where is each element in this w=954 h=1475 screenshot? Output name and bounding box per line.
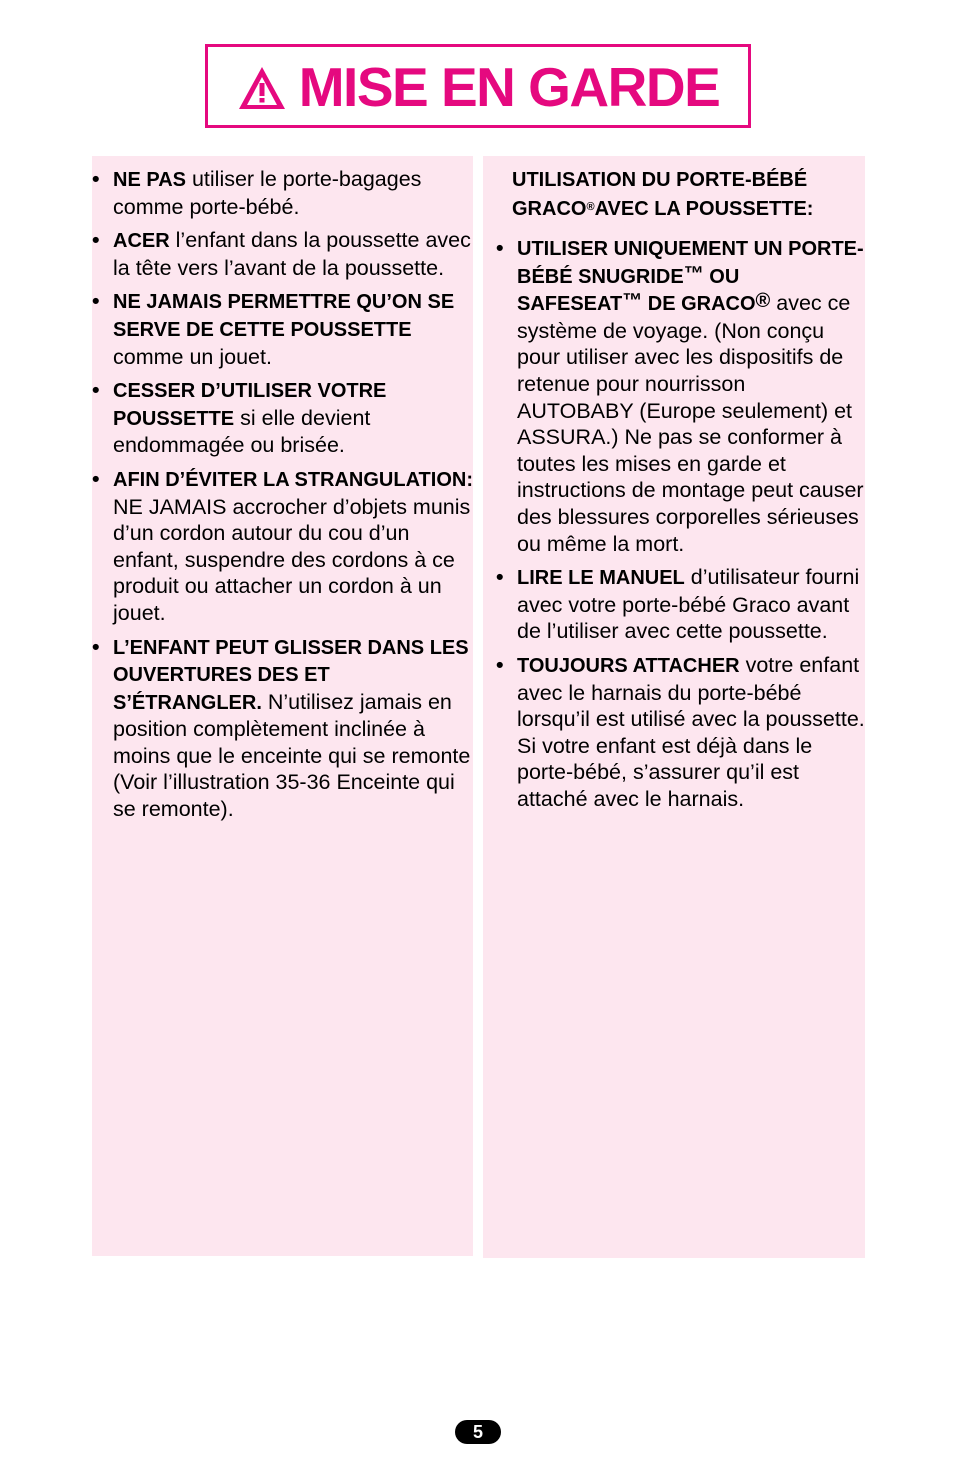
- list-item: [92, 227, 473, 281]
- trademark-mark: ™: [683, 262, 704, 285]
- right-column: [483, 156, 865, 1258]
- item-bold: NE PAS: [113, 169, 186, 191]
- bullet: •: [92, 378, 100, 403]
- item-bold: L’ENFANT PEUT GLISSER DANS LES OUVERTURES DES ET S’ÉTRANGLER.: [113, 636, 469, 714]
- list-item: [92, 377, 473, 459]
- list-item: [92, 166, 473, 220]
- list-item: [496, 235, 865, 557]
- item-bold: AFIN D’ÉVITER LA STRANGULATION:: [113, 468, 473, 491]
- list-item: [92, 634, 473, 823]
- item-text: comme un jouet.: [113, 344, 272, 369]
- item-text: avec ce système de voyage. (Non conçu pour utiliser avec les dispositifs de retenue pour nourrisson AUTOBABY (Europe seulement) et ASSURA.) Ne pas se conformer à toutes les mises en garde et instructions de montage peut causer des blessures corporelles sérieuses ou même la mort.: [517, 291, 864, 556]
- right-warning-list: [483, 235, 865, 812]
- section-heading: [512, 166, 865, 223]
- item-bold: CESSER D’UTILISER VOTRE POUSSETTE: [113, 380, 387, 430]
- list-item: [92, 288, 473, 370]
- list-item: [92, 466, 473, 627]
- item-bold: LIRE LE MANUEL: [517, 567, 685, 590]
- item-text: d’utilisateur fourni avec votre porte-bébé Graco avant de l’utiliser avec cette poussette.: [517, 565, 860, 644]
- item-bold: OU SAFESEAT: [517, 265, 740, 316]
- item-bold: DE GRACO: [642, 293, 756, 316]
- bullet: •: [496, 565, 504, 590]
- bullet: •: [496, 236, 504, 260]
- left-column: [92, 156, 473, 1256]
- item-bold: TOUJOURS ATTACHER: [517, 654, 740, 677]
- list-item: [496, 564, 865, 645]
- item-text: N’utilisez jamais en position complètement inclinée à moins que le enceinte qui se remonte (Voir l’illustration 35-36 Enceinte qui se remonte).: [113, 689, 471, 822]
- heading-text: AVEC LA POUSSETTE:: [594, 197, 814, 220]
- warning-header: [205, 44, 751, 128]
- bullet: •: [92, 634, 100, 659]
- item-text: si elle devient endommagée ou brisée.: [113, 405, 371, 458]
- trademark-mark: ™: [622, 290, 643, 313]
- heading-text: UTILISATION DU PORTE-BÉBÉ GRACO: [512, 169, 808, 220]
- left-warning-list: [92, 166, 473, 823]
- item-bold: ACER: [113, 230, 170, 253]
- item-text: utiliser le porte-bagages comme porte-bébé.: [113, 167, 422, 219]
- bullet: •: [92, 167, 100, 191]
- page-number: 5: [455, 1420, 501, 1444]
- header-title: MISE EN GARDE: [298, 55, 720, 118]
- bullet: •: [92, 466, 100, 491]
- bullet: •: [92, 289, 100, 314]
- list-item: [496, 652, 865, 813]
- item-text: votre enfant avec le harnais du porte-bébé lorsqu’il est utilisé avec la poussette. Si votre enfant est déjà dans le porte-bébé, s’assurer qu’il est attaché avec le harnais.: [517, 652, 865, 811]
- registered-mark: ®: [755, 290, 771, 313]
- item-text: NE JAMAIS accrocher d’objets munis d’un cordon autour du cou d’un enfant, suspendre des cordons à ce produit ou attacher un cordon à un jouet.: [113, 494, 471, 625]
- warning-triangle-icon: [237, 65, 287, 111]
- item-bold: UTILISER UNIQUEMENT UN PORTE-BÉBÉ SNUGRIDE: [517, 238, 864, 288]
- item-bold: NE JAMAIS PERMETTRE QU’ON SE SERVE DE CETTE POUSSETTE: [113, 291, 455, 341]
- item-text: l’enfant dans la poussette avec la tête vers l’avant de la poussette.: [113, 228, 471, 280]
- registered-mark: ®: [586, 200, 595, 213]
- bullet: •: [496, 652, 504, 677]
- bullet: •: [92, 228, 100, 253]
